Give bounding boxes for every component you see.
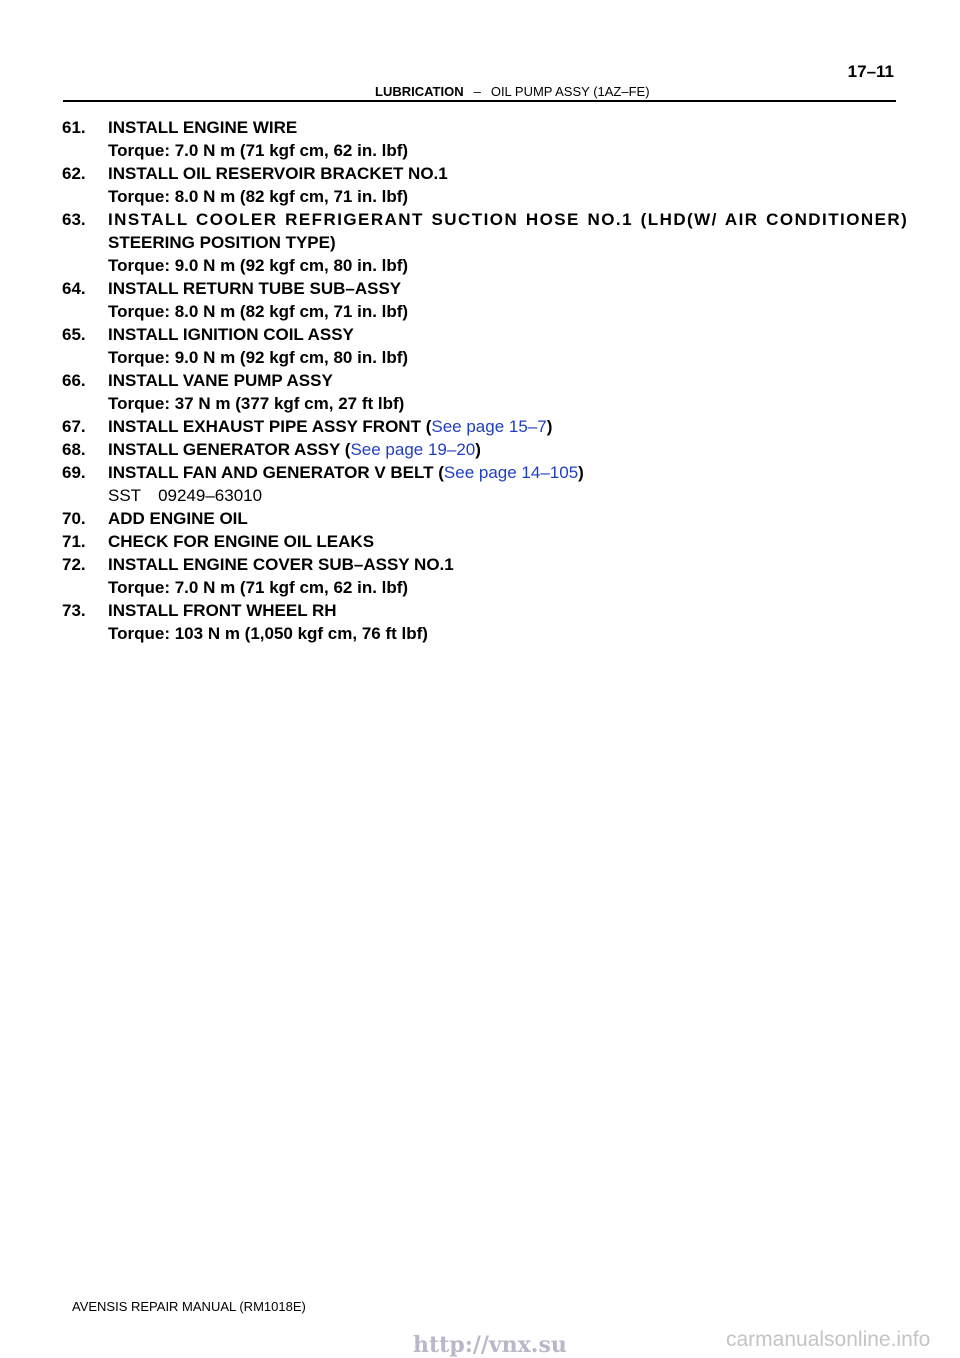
watermark-carmanualsonline: carmanualsonline.info <box>726 1328 931 1351</box>
step-63 <box>62 208 909 277</box>
step-title: INSTALL COOLER REFRIGERANT SUCTION HOSE NO.1 (LHD(W/ AIR CONDITIONER) <box>108 210 909 229</box>
step-torque: Torque: 8.0 N m (82 kgf cm, 71 in. lbf) <box>108 187 409 206</box>
step-title: INSTALL OIL RESERVOIR BRACKET NO.1 <box>108 164 448 183</box>
step-72 <box>62 553 902 599</box>
step-title: INSTALL ENGINE COVER SUB–ASSY NO.1 <box>108 555 454 574</box>
step-torque: Torque: 8.0 N m (82 kgf cm, 71 in. lbf) <box>108 302 409 321</box>
step-64 <box>62 277 902 323</box>
step-number: 70. <box>62 509 86 528</box>
step-number: 69. <box>62 463 86 482</box>
step-title-continued: STEERING POSITION TYPE) <box>108 233 336 252</box>
step-title: INSTALL VANE PUMP ASSY <box>108 371 333 390</box>
step-number: 67. <box>62 417 86 436</box>
watermark-vnx: http://vnx.su <box>413 1332 567 1358</box>
header-title <box>375 84 650 99</box>
sst-label: SST <box>108 486 142 505</box>
step-torque: Torque: 7.0 N m (71 kgf cm, 62 in. lbf) <box>108 578 409 597</box>
see-page-link[interactable]: See page 19–20 <box>350 440 476 459</box>
step-69: 69. INSTALL FAN AND GENERATOR V BELT (See page 14–105) SST 09249–63010 <box>62 461 902 507</box>
footer-manual-id: AVENSIS REPAIR MANUAL (RM1018E) <box>72 1299 306 1314</box>
step-number: 62. <box>62 164 86 183</box>
step-title: ADD ENGINE OIL <box>108 509 248 528</box>
step-number: 64. <box>62 279 86 298</box>
step-70 <box>62 507 902 530</box>
step-66 <box>62 369 902 415</box>
step-65 <box>62 323 902 369</box>
step-number: 65. <box>62 325 86 344</box>
step-torque: Torque: 103 N m (1,050 kgf cm, 76 ft lbf) <box>108 624 428 643</box>
sst-line <box>108 484 902 507</box>
step-torque: Torque: 7.0 N m (71 kgf cm, 62 in. lbf) <box>108 141 409 160</box>
see-page-link[interactable]: See page 15–7 <box>431 417 547 436</box>
step-67: 67. INSTALL EXHAUST PIPE ASSY FRONT (See page 15–7) <box>62 417 553 436</box>
step-number: 63. <box>62 210 86 229</box>
see-page-link[interactable]: See page 14–105 <box>443 463 579 482</box>
step-title: INSTALL EXHAUST PIPE ASSY FRONT <box>108 417 421 436</box>
step-title: CHECK FOR ENGINE OIL LEAKS <box>108 532 375 551</box>
step-title: INSTALL IGNITION COIL ASSY <box>108 325 354 344</box>
sst-code: 09249–63010 <box>158 486 263 505</box>
step-title: INSTALL RETURN TUBE SUB–ASSY <box>108 279 402 298</box>
step-61 <box>62 116 902 162</box>
step-62 <box>62 162 902 208</box>
step-torque: Torque: 9.0 N m (92 kgf cm, 80 in. lbf) <box>108 256 409 275</box>
step-title: INSTALL FRONT WHEEL RH <box>108 601 337 620</box>
header-section: LUBRICATION <box>375 84 464 99</box>
step-number: 68. <box>62 440 86 459</box>
step-title: INSTALL ENGINE WIRE <box>108 118 298 137</box>
step-number: 72. <box>62 555 86 574</box>
header-subsection: OIL PUMP ASSY (1AZ–FE) <box>490 84 650 99</box>
header-separator: – <box>473 84 481 99</box>
procedure-steps <box>62 116 909 645</box>
step-number: 61. <box>62 118 86 137</box>
step-number: 73. <box>62 601 86 620</box>
step-71 <box>62 530 902 553</box>
step-number: 71. <box>62 532 86 551</box>
page-number: 17–11 <box>847 62 894 81</box>
header-rule <box>63 100 896 102</box>
step-title: INSTALL GENERATOR ASSY <box>108 440 341 459</box>
step-title: INSTALL FAN AND GENERATOR V BELT <box>108 463 434 482</box>
step-torque: Torque: 9.0 N m (92 kgf cm, 80 in. lbf) <box>108 348 409 367</box>
step-torque: Torque: 37 N m (377 kgf cm, 27 ft lbf) <box>108 394 405 413</box>
step-73 <box>62 599 902 645</box>
step-number: 66. <box>62 371 86 390</box>
step-68: 68. INSTALL GENERATOR ASSY (See page 19–20) <box>62 440 481 459</box>
